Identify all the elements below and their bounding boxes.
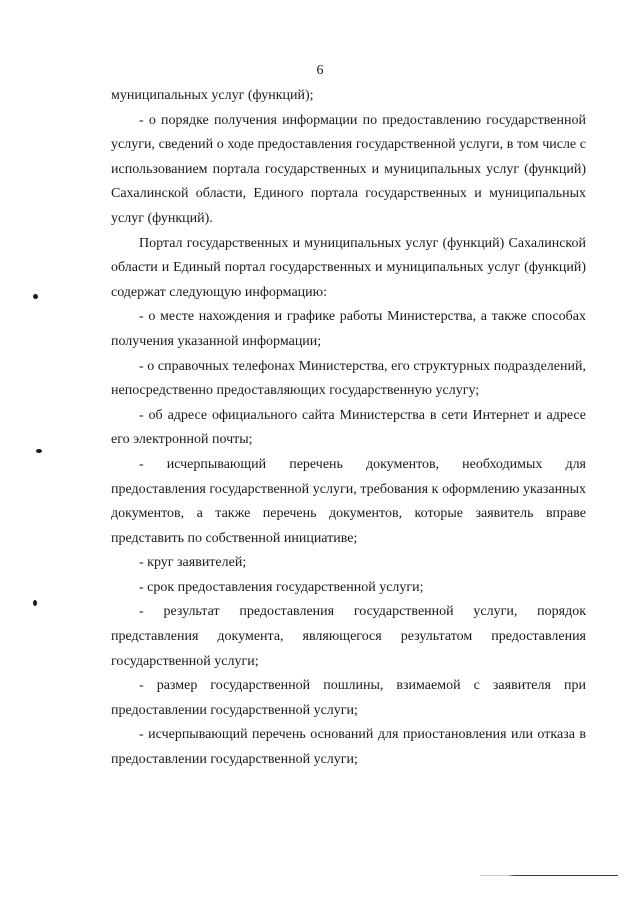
paragraph-2: - о порядке получения информации по предоставлению государственной услуги, сведений о ходе предоставления государственной услуги, в том числе с использованием портала государственных и муниципальных услуг (функций) Сахалинской области, Единого портала государственных и муниципальных услуг (функций).	[111, 112, 586, 226]
paragraph-8: - круг заявителей;	[139, 555, 247, 571]
scan-mark	[33, 600, 37, 606]
scan-mark	[36, 449, 42, 453]
paragraph-6: - об адресе официального сайта Министерства в сети Интернет и адресе его электронной почты;	[111, 407, 586, 448]
paragraph-12: - исчерпывающий перечень оснований для приостановления или отказа в предоставлении государственной услуги;	[111, 727, 586, 768]
page-number: 6	[316, 63, 324, 78]
paragraph-1: муниципальных услуг (функций);	[111, 88, 314, 103]
scan-mark	[32, 293, 38, 299]
paragraph-3: Портал государственных и муниципальных услуг (функций) Сахалинской области и Единый портал государственных и муниципальных услуг (функций) содержат следующую информацию:	[111, 235, 586, 300]
paragraph-11: - размер государственной пошлины, взимаемой с заявителя при предоставлении государственной услуги;	[111, 678, 586, 718]
footer-rule	[480, 875, 618, 876]
paragraph-4: - о месте нахождения и графике работы Министерства, а также способах получения указанной информации;	[111, 309, 586, 349]
paragraph-9: - срок предоставления государственной услуги;	[139, 579, 424, 595]
paragraph-5: - о справочных телефонах Министерства, его структурных подразделений, непосредственно предоставляющих государственную услугу;	[111, 358, 586, 399]
document-body	[111, 84, 586, 773]
paragraph-7: - исчерпывающий перечень документов, необходимых для предоставления государственной услуги, требования к оформлению указанных документов, а также перечень документов, которые заявитель вправе представить по собственной инициативе;	[111, 456, 586, 546]
paragraph-10: - результат предоставления государственной услуги, порядок представления документа, являющегося результатом предоставления государственной услуги;	[111, 604, 586, 669]
